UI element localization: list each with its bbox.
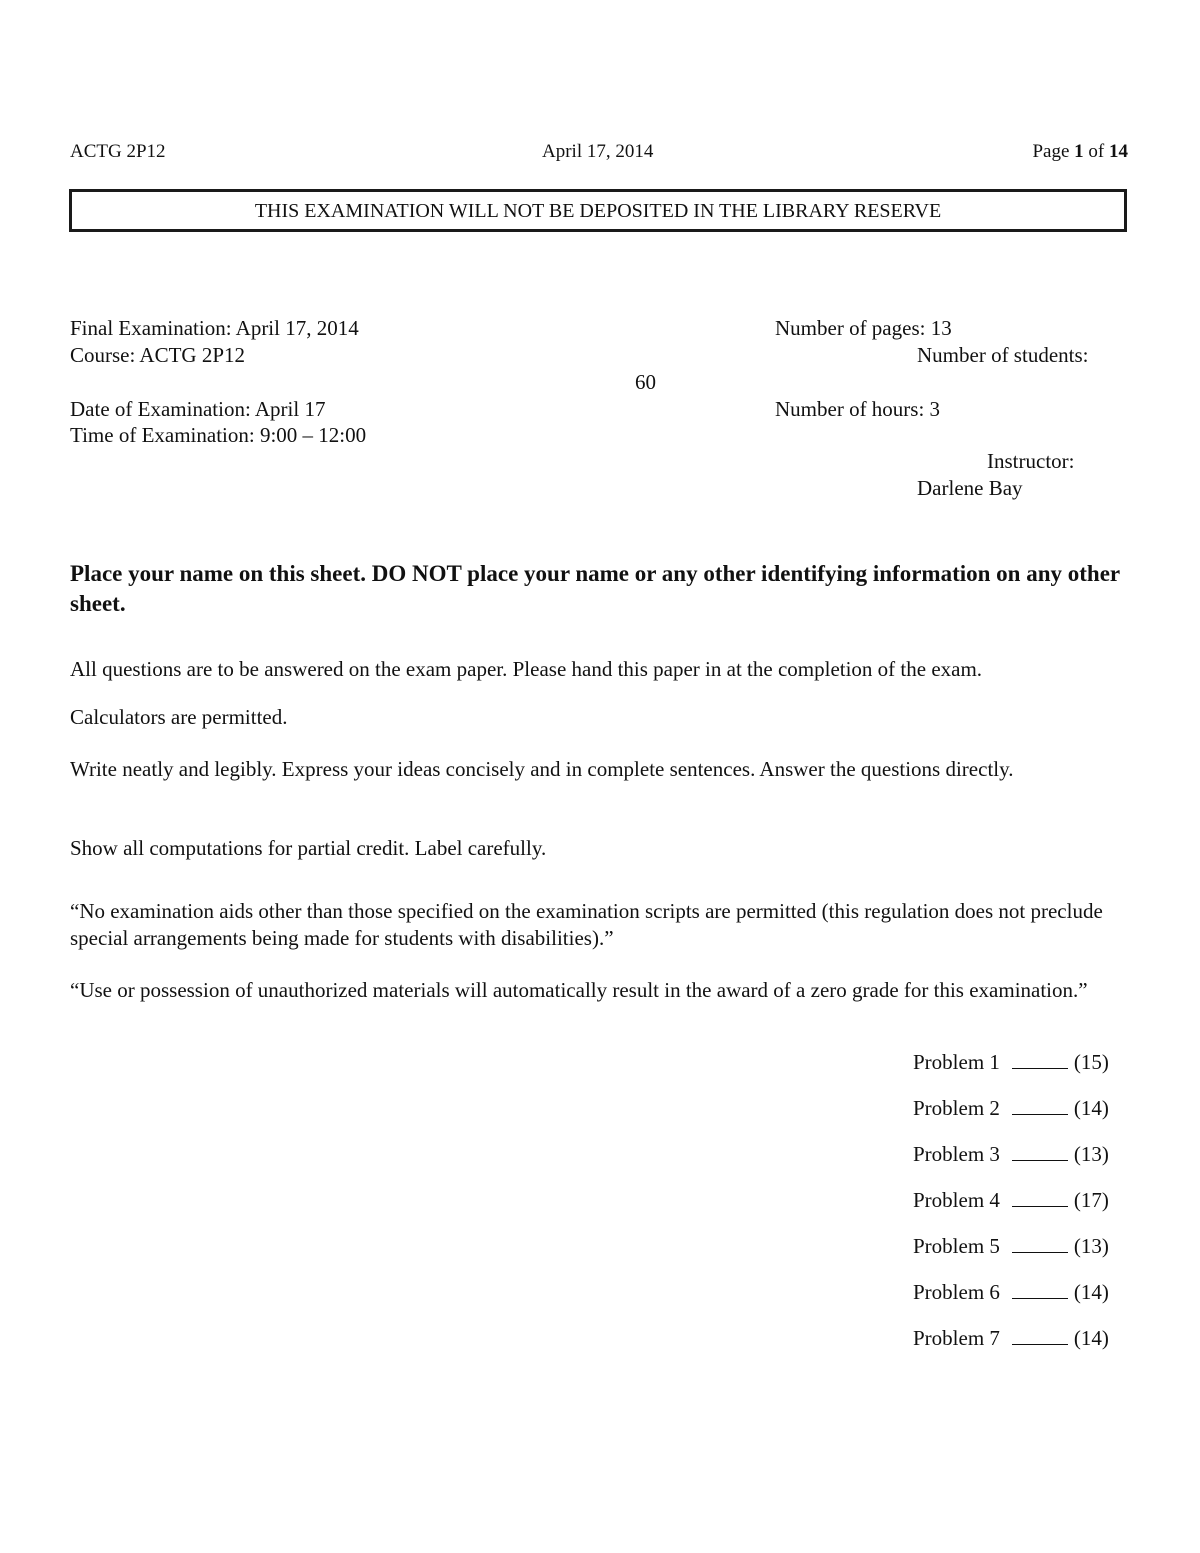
num-students-value: 60 xyxy=(635,370,656,394)
problem-label: Problem 7 xyxy=(913,1326,1000,1350)
problem-points: (13) xyxy=(1073,1142,1109,1166)
instruction-paragraph: Show all computations for partial credit. Label carefully. xyxy=(70,836,547,860)
instruction-paragraph: All questions are to be answered on the exam paper. Please hand this paper in at the completion of the exam. xyxy=(70,657,983,681)
problem-row xyxy=(913,1096,1109,1121)
problem-row xyxy=(913,1326,1109,1351)
page-current: 1 xyxy=(1074,141,1084,162)
score-blank[interactable] xyxy=(1012,1190,1068,1207)
problem-label: Problem 2 xyxy=(913,1096,1000,1120)
name-instruction: Place your name on this sheet. DO NOT place your name or any other identifying information on any other sheet. xyxy=(70,561,1120,616)
problem-label: Problem 3 xyxy=(913,1142,1000,1166)
page-sep: of xyxy=(1083,141,1109,162)
instruction-paragraph: “No examination aids other than those specified on the examination scripts are permitted (this regulation does not preclude special arrangements being made for students with disabilities).” xyxy=(70,899,1103,950)
problem-label: Problem 6 xyxy=(913,1280,1000,1304)
problem-points: (14) xyxy=(1073,1280,1109,1304)
header-page-number xyxy=(1032,141,1128,163)
header-date: April 17, 2014 xyxy=(542,141,654,162)
instruction-paragraph: Write neatly and legibly. Express your ideas concisely and in complete sentences. Answer the questions directly. xyxy=(70,757,1014,781)
instruction-paragraph: Calculators are permitted. xyxy=(70,705,288,729)
instructor-name: Darlene Bay xyxy=(917,476,1023,500)
problem-points: (15) xyxy=(1073,1050,1109,1074)
problem-label: Problem 1 xyxy=(913,1050,1000,1074)
num-hours-line: Number of hours: 3 xyxy=(775,397,941,421)
date-of-exam-line: Date of Examination: April 17 xyxy=(70,397,326,421)
problem-label: Problem 5 xyxy=(913,1234,1000,1258)
library-reserve-notice: THIS EXAMINATION WILL NOT BE DEPOSITED IN THE LIBRARY RESERVE xyxy=(69,189,1127,232)
problem-row xyxy=(913,1280,1109,1305)
page-total: 14 xyxy=(1109,141,1128,162)
num-pages-line: Number of pages: 13 xyxy=(775,316,952,340)
num-students-label: Number of students: xyxy=(917,343,1089,367)
score-blank[interactable] xyxy=(1012,1052,1068,1069)
time-of-exam-line: Time of Examination: 9:00 – 12:00 xyxy=(70,423,367,447)
problem-row xyxy=(913,1050,1109,1075)
header-course: ACTG 2P12 xyxy=(70,141,166,162)
problem-points: (17) xyxy=(1073,1188,1109,1212)
final-exam-line: Final Examination: April 17, 2014 xyxy=(70,316,359,340)
problem-row xyxy=(913,1142,1109,1167)
problem-label: Problem 4 xyxy=(913,1188,1000,1212)
score-blank[interactable] xyxy=(1012,1144,1068,1161)
problem-row xyxy=(913,1188,1109,1213)
instruction-paragraph: “Use or possession of unauthorized materials will automatically result in the award of a zero grade for this examination.” xyxy=(70,978,1088,1002)
instructor-label: Instructor: xyxy=(987,449,1075,473)
problem-points: (14) xyxy=(1073,1326,1109,1350)
score-blank[interactable] xyxy=(1012,1098,1068,1115)
problem-row xyxy=(913,1234,1109,1259)
page-prefix: Page xyxy=(1032,141,1075,162)
score-blank[interactable] xyxy=(1012,1328,1068,1345)
course-line: Course: ACTG 2P12 xyxy=(70,343,246,367)
score-blank[interactable] xyxy=(1012,1282,1068,1299)
problem-points: (14) xyxy=(1073,1096,1109,1120)
problem-points: (13) xyxy=(1073,1234,1109,1258)
score-blank[interactable] xyxy=(1012,1236,1068,1253)
